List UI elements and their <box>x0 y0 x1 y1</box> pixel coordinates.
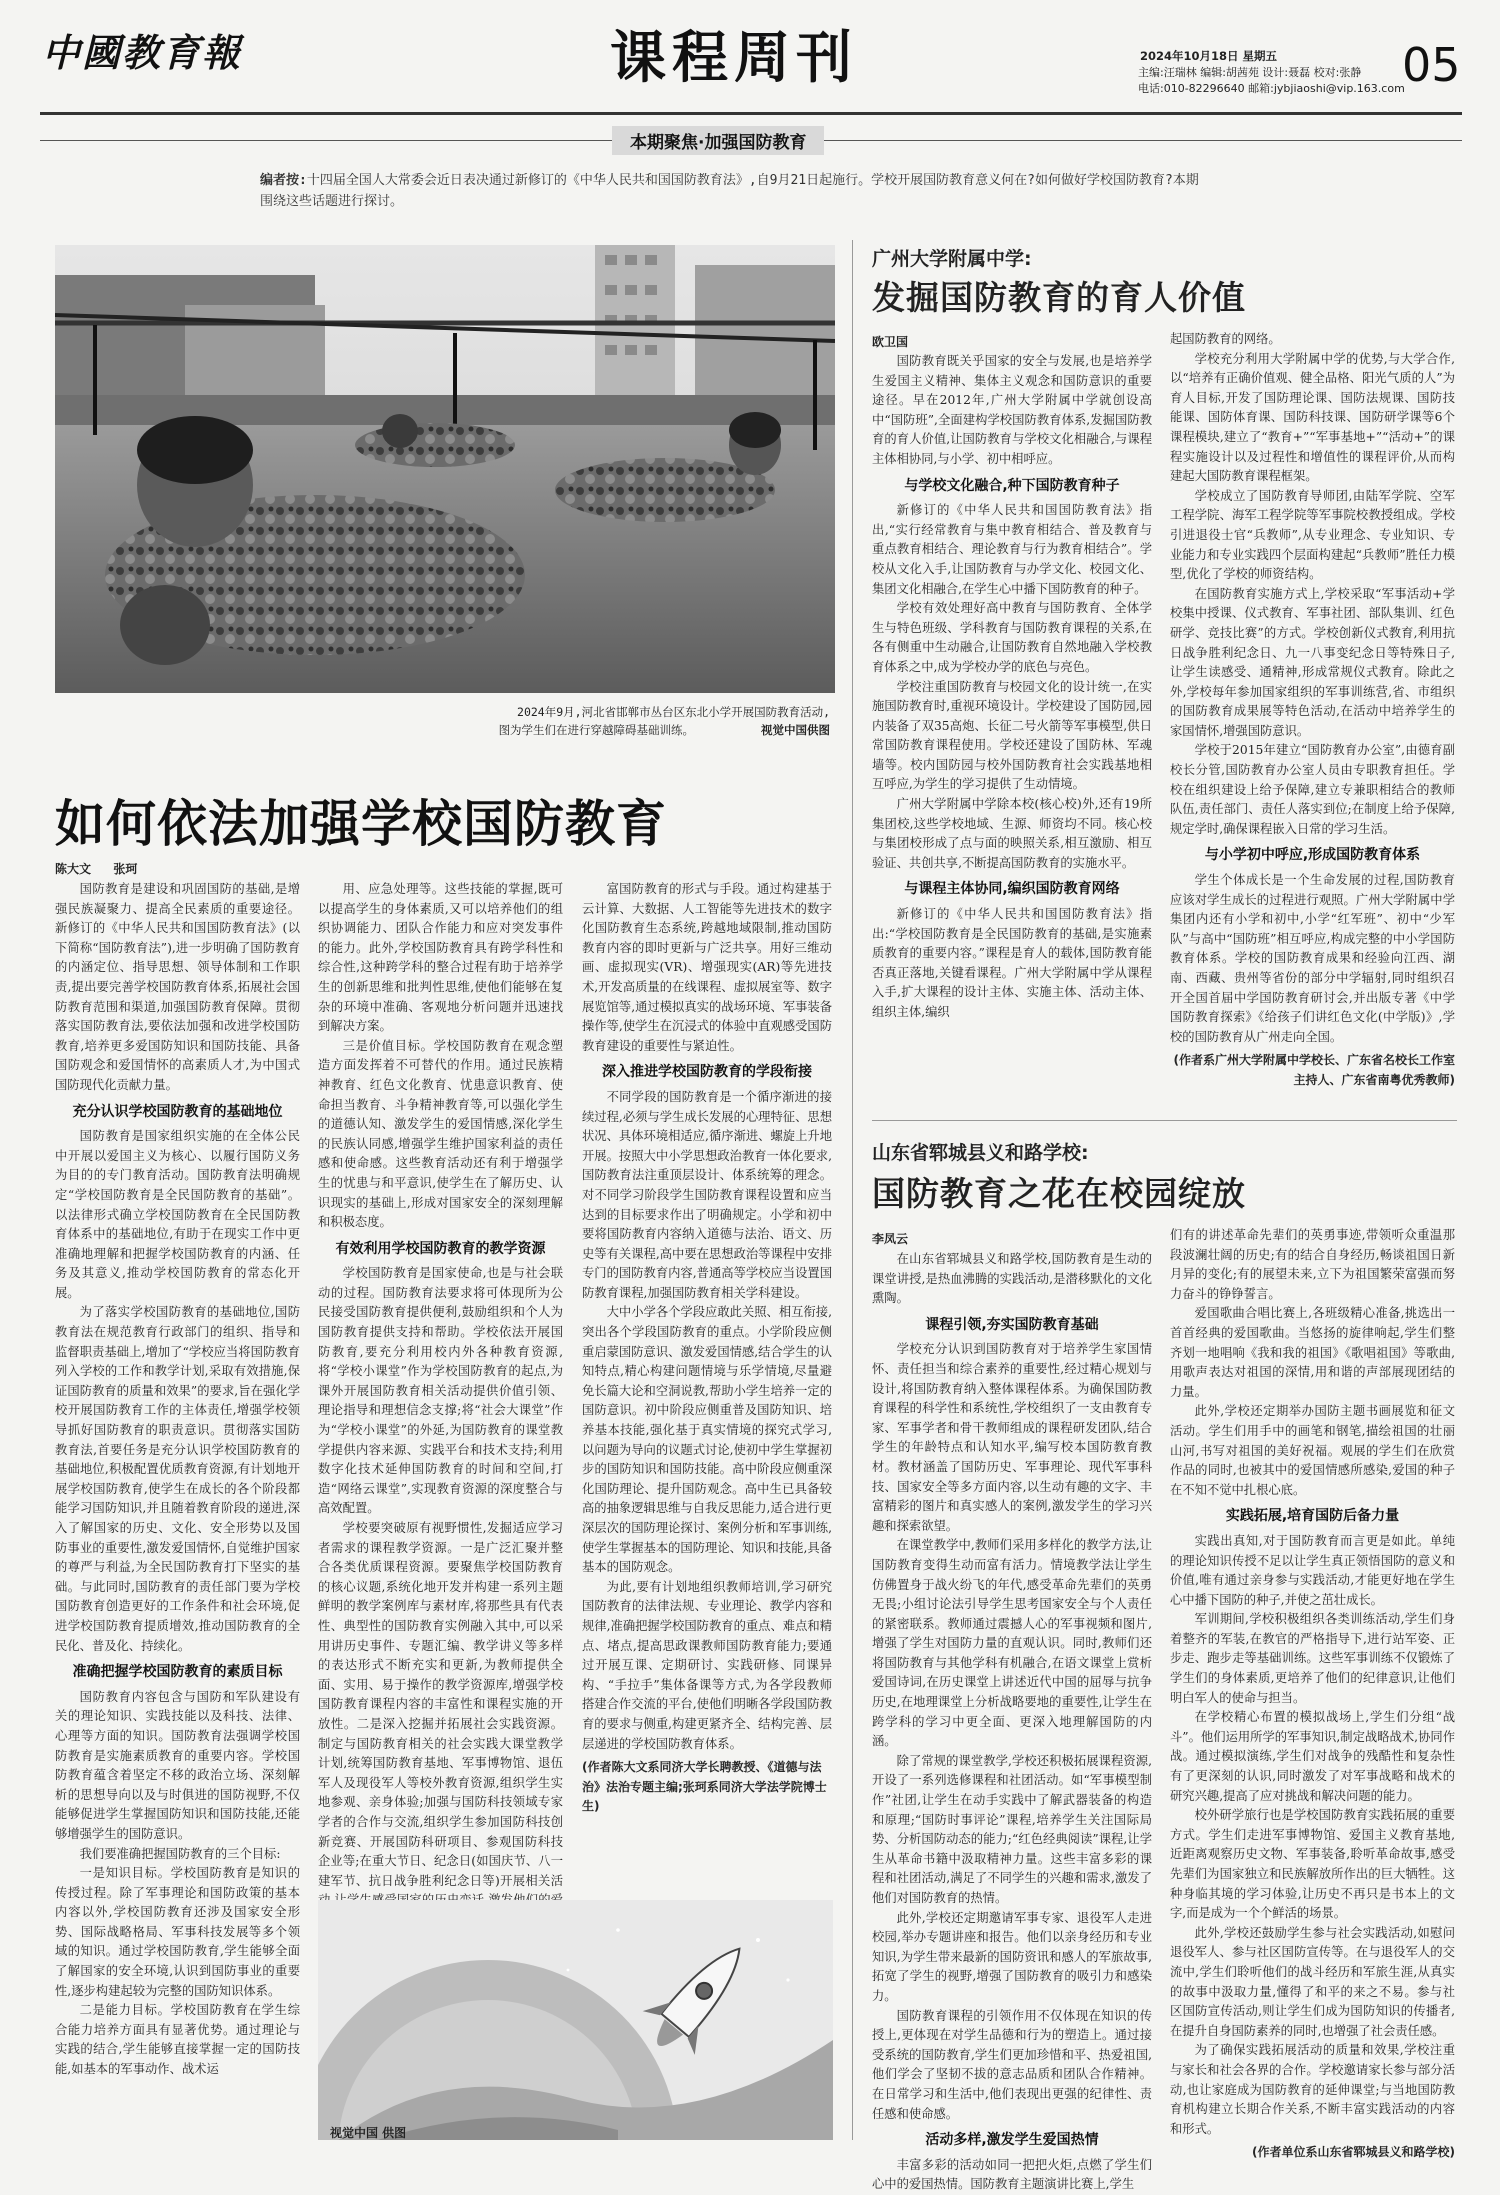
author-note: (作者陈大文系同济大学长聘教授、《道德与法治》法治专题主编;张珂系同济大学法学院博士生) <box>582 1760 827 1814</box>
guangzhou-headline: 发掘国防教育的育人价值 <box>872 278 1246 317</box>
paragraph: 们有的讲述革命先辈们的英勇事迹,带领听众重温那段波澜壮阔的历史;有的结合自身经历,畅谈祖国日新月异的变化;有的展望未来,立下为祖国繁荣富强而努力奋斗的铮铮誓言。 <box>1170 1228 1455 1301</box>
main-col-3 <box>582 880 832 1817</box>
paragraph: 爱国歌曲合唱比赛上,各班级精心准备,挑选出一首首经典的爱国歌曲。当悠扬的旋律响起,学生们整齐划一地唱响《我和我的祖国》《歌唱祖国》等歌曲,用歌声表达对祖国的深情,用和谐的声部展现团结的力量。 <box>1170 1306 1455 1399</box>
subheading: 与学校文化融合,种下国防教育种子 <box>904 477 1120 494</box>
guangzhou-kicker: 广州大学附属中学: <box>872 248 1032 270</box>
paragraph: 国防教育既关乎国家的安全与发展,也是培养学生爱国主义精神、集体主义观念和国防意识的重要途径。早在2012年,广州大学附属中学就创设高中“国防班”,全面建构学校国防教育体系,发掘国防教育的育人价值,让国防教育与学校文化相融合,与课程主体相协同,与小学、初中相呼应。 <box>872 354 1152 466</box>
main-headline: 如何依法加强学校国防教育 <box>55 795 667 853</box>
main-col-1 <box>55 880 300 2080</box>
subheading: 实践拓展,培育国防后备力量 <box>1225 1508 1400 1525</box>
photo-caption-line-2-row <box>150 721 830 739</box>
subheading: 与课程主体协同,编织国防教育网络 <box>904 881 1120 898</box>
paragraph: 学校有效处理好高中教育与国防教育、全体学生与特色班级、学科教育与国防教育课程的关系,在各有侧重中生动融合,让国防教育自然地融入学校教育体系之中,成为学校办学的底色与亮色。 <box>872 601 1152 674</box>
guangzhou-col-b <box>1170 330 1455 1091</box>
paragraph: 一是知识目标。学校国防教育是知识的传授过程。除了军事理论和国防政策的基本内容以外,学校国防教育还涉及国家安全形势、国际战略格局、军事科技发展等多个领域的知识。通过学校国防教育,学生能够全面了解国家的安全环境,认识到国防事业的重要性,逐步构建起较为完整的国防知识体系。 <box>55 1866 300 1998</box>
main-author-1: 陈大文 <box>55 862 92 876</box>
paragraph: 学校于2015年建立“国防教育办公室”,由德育副校长分管,国防教育办公室人员由专职教育担任。学校在组织建设上给予保障,建立专兼职相结合的教师队伍,责任部门、责任人落实到位;在制度上给予保障,规定学时,确保课程嵌入日常的学习生活。 <box>1170 743 1455 836</box>
paragraph: 学生个体成长是一个生命发展的过程,国防教育应该对学生成长的过程进行观照。广州大学附属中学集团内还有小学和初中,小学“红军班”、初中“少军队”与高中“国防班”相互呼应,构成完整的中小学国防教育体系。学校的国防教育成果和经验向江西、湖南、西藏、贵州等省份的部分中学辐射,同时组织召开全国首届中学国防教育研讨会,并出版专著《中学国防教育探索》《给孩子们讲红色文化(中学版)》,学校的国防教育从广州走向全国。 <box>1170 873 1455 1044</box>
column-divider <box>852 240 853 2140</box>
author-note: (作者系广州大学附属中学校长、广东省名校长工作室主持人、广东省南粤优秀教师) <box>1173 1053 1455 1087</box>
section-title: 课程周刊 <box>610 26 858 91</box>
author-note: (作者单位系山东省郓城县义和路学校) <box>1252 2145 1455 2160</box>
paragraph: 新修订的《中华人民共和国国防教育法》指出:“学校国防教育是全民国防教育的基础,是实施素质教育的重要内容。”课程是育人的载体,国防教育能否真正落地,关键看课程。广州大学附属中学从课程入手,扩大课程的设计主体、实施主体、活动主体、组织主体,编织 <box>872 907 1152 1019</box>
section-separator <box>872 1120 1457 1121</box>
subheading: 有效利用学校国防教育的教学资源 <box>335 1240 546 1257</box>
paragraph: 我们要准确把握国防教育的三个目标: <box>79 1846 281 1861</box>
paragraph: 富国防教育的形式与手段。通过构建基于云计算、大数据、人工智能等先进技术的数字化国防教育生态系统,跨越地域限制,推动国防教育内容的即时更新与广泛共享。用好三维动画、虚拟现实(VR)、增强现实(AR)等先进技术,开发高质量的在线课程、虚拟展室等、数字展览馆等,通过模拟真实的战场环境、军事装备操作等,使学生在沉浸式的体验中直观感受国防教育建设的重要性与紧迫性。 <box>582 882 832 1053</box>
photo-caption <box>150 703 830 739</box>
shandong-kicker: 山东省郓城县义和路学校: <box>872 1142 1089 1164</box>
paragraph: 此外,学校还定期邀请军事专家、退役军人走进校园,举办专题讲座和报告。他们以亲身经历和专业知识,为学生带来最新的国防资讯和感人的军旅故事,拓宽了学生的视野,增强了国防教育的吸引力和感染力。 <box>872 1910 1152 2003</box>
photo-credit: 视觉中国供图 <box>761 723 830 737</box>
contact-line: 电话:010-82296640 邮箱:jybjiaoshi@vip.163.com <box>1138 82 1405 95</box>
main-author-2: 张珂 <box>113 862 138 876</box>
shandong-col-b <box>1170 1226 1455 2163</box>
main-byline <box>55 860 137 877</box>
rocket-illustration <box>318 1900 833 2140</box>
paragraph: 国防教育内容包含与国防和军队建设有关的理论知识、实践技能以及科技、法律、心理等方面的知识。国防教育法强调学校国防教育是实施素质教育的重要内容。学校国防教育蕴含着坚定不移的政治立场、深刻解析的思想导向以及与时俱进的国防视野,不仅能够促进学生掌握国防知识和国防技能,还能够增强学生的国防意识。 <box>55 1689 300 1841</box>
photo-illustration <box>55 245 835 693</box>
paragraph: 国防教育是国家组织实施的在全体公民中开展以爱国主义为核心、以履行国防义务为目的的专门教育活动。国防教育法明确规定“学校国防教育是全民国防教育的基础”。以法律形式确立学校国防教育在全民国防教育体系中的基础地位,有助于在现实工作中更准确地理解和把握学校国防教育的内涵、任务及其意义,推动学校国防教育的常态化开展。 <box>55 1129 300 1300</box>
paragraph: 国防教育课程的引领作用不仅体现在知识的传授上,更体现在对学生品德和行为的塑造上。通过接受系统的国防教育,学生们更加珍惜和平、热爱祖国,他们学会了坚韧不拔的意志品质和团队合作精神。在日常学习和生活中,他们表现出更强的纪律性、责任感和使命感。 <box>872 2008 1152 2121</box>
paragraph: 在课堂教学中,教师们采用多样化的教学方法,让国防教育变得生动而富有活力。情境教学法让学生仿佛置身于战火纷飞的年代,感受革命先辈们的英勇无畏;小组讨论法引导学生思考国家安全与个人责任的紧密联系。教师通过震撼人心的军事视频和图片,增强了学生对国防力量的直观认识。同时,教师们还将国防教育与其他学科有机融合,在语文课堂上赏析爱国诗词,在历史课堂上讲述近代中国的屈辱与抗争历史,在地理课堂上分析战略要地的重要性,让学生在跨学科的学习中更全面、更深入地理解国防的内涵。 <box>872 1538 1152 1749</box>
shandong-col-a <box>872 1250 1152 2195</box>
paragraph: 此外,学校还定期举办国防主题书画展览和征文活动。学生们用手中的画笔和钢笔,描绘祖国的壮丽山河,书写对祖国的美好祝福。观展的学生们在欣赏作品的同时,也被其中的爱国情感所感染,爱国的种子在不知不觉中扎根心底。 <box>1170 1404 1455 1497</box>
paragraph: 广州大学附属中学除本校(核心校)外,还有19所集团校,这些学校地域、生源、师资均不同。核心校与集团校形成了点与面的映照关系,相互激励、相互验证、共创共享,不断提高国防教育的实施水平。 <box>872 797 1152 870</box>
paragraph: 不同学段的国防教育是一个循序渐进的接续过程,必须与学生成长发展的心理特征、思想状况、具体环境相适应,循序渐进、螺旋上升地开展。按照大中小学思想政治教育一体化要求,国防教育法注重顶层设计、体系统筹的理念。对不同学习阶段学生国防教育课程设置和应当达到的目标要求作出了明确规定。小学和初中要将国防教育内容纳入道德与法治、语文、历史等有关课程,高中要在思想政治等课程中安排专门的国防教育内容,普通高等学校应当设置国防教育课程,加强国防教育相关学科建设。 <box>582 1089 832 1300</box>
paragraph: 军训期间,学校积极组织各类训练活动,学生们身着整齐的军装,在教官的严格指导下,进行站军姿、正步走、跑步走等基础训练。这些军事训练不仅锻炼了学生们的身体素质,更培养了他们的纪律意识,让他们明白军人的使命与担当。 <box>1170 1612 1455 1705</box>
subheading: 深入推进学校国防教育的学段衔接 <box>602 1064 812 1081</box>
illustration-credit: 视觉中国 供图 <box>330 2126 407 2140</box>
paragraph: 为了确保实践拓展活动的质量和效果,学校注重与家长和社会各界的合作。学校邀请家长参与部分活动,也让家庭成为国防教育的延伸课堂;与当地国防教育机构建立长期合作关系,不断丰富实践活动的内容和形式。 <box>1170 2043 1455 2136</box>
newspaper-logo: 中國教育報 <box>42 30 243 75</box>
editors-line: 主编:汪瑞林 编辑:胡茜苑 设计:聂磊 校对:张静 <box>1138 66 1362 79</box>
paragraph: 学校注重国防教育与校园文化的设计统一,在实施国防教育时,重视环境设计。学校建设了国防园,园内装备了双35高炮、长征二号火箭等军事模型,供日常国防教育课程使用。学校还建设了国防林、军魂墙等。校内国防园与校外国防教育社会实践基地相互呼应,为学生的学习提供了生动情境。 <box>872 679 1152 792</box>
paragraph: 新修订的《中华人民共和国国防教育法》指出,“实行经常教育与集中教育相结合、普及教育与重点教育相结合、理论教育与行为教育相结合”。学校从文化入手,让国防教育与办学文化、校园文化、集团文化相融合,在学生心中播下国防教育的种子。 <box>872 503 1152 596</box>
paragraph: 学校成立了国防教育导师团,由陆军学院、空军工程学院、海军工程学院等军事院校教授组成。学校引进退役士官“兵教师”,从专业理念、专业知识、专业能力和专业实践四个层面构建起“兵教师”胜任力模型,优化了学校的师资结构。 <box>1170 488 1455 582</box>
paragraph: 在国防教育实施方式上,学校采取“军事活动+学校集中授课、仪式教育、军事社团、部队集训、红色研学、竞技比赛”的方式。学校创新仪式教育,利用抗日战争胜利纪念日、九一八事变纪念日等特殊日子,让学生读感受、通精神,形成常规仪式教育。除此之外,学校每年参加国家组织的军事训练营,省、市组织的国防教育成果展等特色活动,在活动中培养学生的家国情怀,增强国防意识。 <box>1170 586 1455 738</box>
paragraph: 在学校精心布置的模拟战场上,学生们分组“战斗”。他们运用所学的军事知识,制定战略战术,协同作战。通过模拟演练,学生们对战争的残酷性和复杂性有了更深刻的认识,同时激发了对军事战略和战术的研究兴趣,提高了应对挑战和解决问题的能力。 <box>1170 1710 1455 1803</box>
rocket-art <box>318 1900 833 2140</box>
paragraph: 国防教育是建设和巩固国防的基础,是增强民族凝聚力、提高全民素质的重要途径。新修订的《中华人民共和国国防教育法》(以下简称“国防教育法”),进一步明确了国防教育的内涵定位、指导思想、领导体制和工作职责,提出要完善学校国防教育体系,拓展社会国防教育范围和渠道,加强国防教育保障。贯彻落实国防教育法,要依法加强和改进学校国防教育,培养更多爱国防知识和国防技能、具备国防观念和爱国情怀的高素质人才,为中国式国防现代化贡献力量。 <box>55 882 300 1092</box>
paragraph: 为此,要有计划地组织教师培训,学习研究国防教育的法律法规、专业理论、教学内容和规律,准确把握学校国防教育的重点、难点和精点、堵点,提高思政课教师国防教育能力;要通过开展互课、定期研讨、实践研修、同课异构、“手拉手”集体备课等方式,为各学段教师搭建合作交流的平台,使他们明晰各学段国防教育的要求与侧重,构建更紧齐全、结构完善、层层递进的学校国防教育体系。 <box>582 1579 832 1751</box>
paragraph: 用、应急处理等。这些技能的掌握,既可以提高学生的身体素质,又可以培养他们的组织协调能力、团队合作能力和应对突发事件的能力。此外,学校国防教育具有跨学科性和综合性,这种跨学科的整合过程有助于培养学生的创新思维和批判性思维,使他们能够在复杂的环境中准确、客观地分析问题并迅速找到解决方案。 <box>318 882 563 1034</box>
paragraph: 学校国防教育是国家使命,也是与社会联动的过程。国防教育法要求将可体现所为公民接受国防教育提供便利,鼓励组织和个人为国防教育提供支持和帮助。学校依法开展国防教育,要充分利用校内外各种教育资源,将“学校小课堂”作为学校国防教育的起点,为课外开展国防教育相关活动提供价值引领、理论指导和理想信念支撑;将“社会大课堂”作为“学校小课堂”的外延,为国防教育的课堂教学提供内容来源、实践平台和技术支持;利用数字化技术延伸国防教育的时间和空间,打造“网络云课堂”,实现教育资源的深度整合与高效配置。 <box>318 1266 563 1516</box>
paragraph: 校外研学旅行也是学校国防教育实践拓展的重要方式。学生们走进军事博物馆、爱国主义教育基地,近距离观察历史文物、军事装备,聆听革命故事,感受先辈们为国家独立和民族解放所作出的巨大牺牲。这种身临其境的学习体验,让历史不再只是书本上的文字,而是成为一个个鲜活的场景。 <box>1170 1808 1455 1921</box>
guangzhou-col-a <box>872 352 1152 1023</box>
paragraph: 起国防教育的网络。 <box>1170 332 1281 346</box>
main-col-2 <box>318 880 563 1930</box>
paragraph: 除了常规的课堂教学,学校还积极拓展课程资源,开设了一系列选修课程和社团活动。如“军事模型制作”社团,让学生在动手实践中了解武器装备的构造和原理;“国防时事评论”课程,培养学生关注国际局势、分析国防动态的能力;“红色经典阅读”课程,让学生从革命书籍中汲取精神力量。这些丰富多彩的课程和社团活动,满足了不同学生的兴趣和需求,激发了他们对国防教育的热情。 <box>872 1753 1152 1905</box>
paragraph: 学校充分认识到国防教育对于培养学生家国情怀、责任担当和综合素养的重要性,经过精心规划与设计,将国防教育纳入整体课程体系。为确保国防教育课程的科学性和系统性,学校组织了一支由教育专家、军事学者和骨干教师组成的课程研发团队,结合学生的年龄特点和认知水平,编写校本国防教育教材。教材涵盖了国防历史、军事理论、现代军事科技、国家安全等多方面内容,以生动有趣的文字、丰富精彩的图片和真实感人的案例,激发学生的学习兴趣和探索欲望。 <box>872 1342 1152 1533</box>
paragraph: 为了落实学校国防教育的基础地位,国防教育法在规范教育行政部门的组织、指导和监督职责基础上,增加了“学校应当将国防教育列入学校的工作和教学计划,采取有效措施,保证国防教育的质量和效果”的要求,旨在强化学校开展国防教育工作的主体责任,增强学校领导抓好国防教育的职责意识。贯彻落实国防教育法,首要任务是充分认识学校国防教育的基础地位,积极配置优质教育资源,有计划地开展学校国防教育,使学生在成长的各个阶段都能学习国防知识,并且随着教育阶段的递进,深入了解国家的历史、文化、安全形势以及国防事业的重要性,激发爱国情怀,自觉维护国家的尊严与利益,为全民国防教育打下坚实的基础。与此同时,国防教育的责任部门要为学校国防教育创造更好的工作条件和社会环境,促进学校国防教育提质增效,推动国防教育的全民化、普及化、持续化。 <box>55 1305 300 1653</box>
paragraph: 实践出真知,对于国防教育而言更是如此。单纯的理论知识传授不足以让学生真正领悟国防的意义和价值,唯有通过亲身参与实践活动,才能更好地在学生心中播下国防的种子,并使之茁壮成长。 <box>1170 1533 1455 1607</box>
photo-caption-line-2: 图为学生们在进行穿越障碍基础训练。 <box>498 723 695 737</box>
masthead-rule <box>40 112 1462 115</box>
paragraph: 大中小学各个学段应敢此关照、相互衔接,突出各个学段国防教育的重点。小学阶段应侧重启蒙国防意识、激发爱国情感,结合学生的认知特点,精心构建问题情境与乐学情境,尽量避免长篇大论和空洞说教,帮助小学生培养一定的国防意识。初中阶段应侧重普及国防知识、培养基本技能,强化基于真实情境的探究式学习,以问题为导向的议题式讨论,使初中学生掌握初步的国防知识和国防技能。高中阶段应侧重深化国防理论、提升国防观念。高中生已具备较高的抽象逻辑思维与自我反思能力,适合进行更深层次的国防理论探讨、案例分析和军事训练,使学生掌握基本的国防理论、知识和技能,具备基本的国防观念。 <box>582 1305 832 1575</box>
paragraph: 学校要突破原有视野惯性,发掘适应学习者需求的课程教学资源。一是广泛汇聚并整合各类优质课程资源。要聚焦学校国防教育的核心议题,系统化地开发并构建一系列主题鲜明的教学案例库与素材库,将那些具有代表性、典型性的国防教育实例融入其中,可以采用讲历史事件、专题汇编、教学讲义等多样的表达形式不断充实和更新,为教师提供全面、实用、易于操作的教学资源库,增强学校国防教育课程内容的丰富性和课程实施的开放性。二是深入挖掘并拓展社会实践资源。制定与国防教育相关的社会实践大课堂教学计划,统筹国防教育基地、军事博物馆、退伍军人及现役军人等校外教育资源,组织学生实地参观、亲身体验;加强与国防科技领域专家学者的合作与交流,组织学生参加国防科技创新竞赛、开展国防科研项目、参观国防科技企业等;在重大节日、纪念日(如国庆节、八一建军节、抗日战争胜利纪念日等)开展相关活 <box>318 1521 563 1888</box>
focus-banner: 本期聚焦·加强国防教育 <box>612 126 824 155</box>
paragraph: 三是价值目标。学校国防教育在观念塑造方面发挥着不可替代的作用。通过民族精神教育、红色文化教育、忧患意识教育、使命担当教育、斗争精神教育等,可以强化学生的道德认知、激发学生的爱国情感,深化学生的民族认同感,增强学生维护国家利益的责任感和使命感。这些教育活动还有利于增强学生的忧患与和平意识,使学生在了解历史、认识现实的基础上,形成对国家安全的深刻理解和积极态度。 <box>318 1038 563 1230</box>
paragraph: 二是能力目标。学校国防教育在学生综合能力培养方面具有显著优势。通过理论与实践的结合,学生能够直接掌握一定的国防技能,如基本的军事动作、战术运 <box>55 2003 300 2077</box>
shandong-author: 李凤云 <box>872 1232 909 1246</box>
date-line: 2024年10月18日 星期五 <box>1140 49 1278 63</box>
news-photo <box>55 245 835 693</box>
shandong-headline: 国防教育之花在校园绽放 <box>872 1174 1246 1213</box>
subheading: 与小学初中呼应,形成国防教育体系 <box>1204 847 1421 864</box>
editor-note <box>260 170 1200 212</box>
editor-note-label: 编者按: <box>260 173 307 188</box>
paragraph: 此外,学校还鼓励学生参与社会实践活动,如慰问退役军人、参与社区国防宣传等。在与退役军人的交流中,学生们聆听他们的战斗经历和军旅生涯,从真实的故事中汲取力量,懂得了和平的来之不易。参与社区国防宣传活动,则让学生们成为国防知识的传播者,在提升自身国防素养的同时,也增强了社会责任感。 <box>1170 1925 1455 2038</box>
subheading: 准确把握学校国防教育的素质目标 <box>72 1664 283 1681</box>
guangzhou-author: 欧卫国 <box>872 335 909 349</box>
paragraph: 学校充分利用大学附属中学的优势,与大学合作,以“培养有正确价值观、健全品格、阳光气质的人”为育人目标,开发了国防理论课、国防法规课、国防技能课、国防体育课、国防科技课、国防研学课等6个课程模块,建立了“教育+”“军事基地+”“活动+”的课程实施设计以及过程性和增值性的课程评价,从而构建起大国防教育课程框架。 <box>1170 351 1455 484</box>
page-number: 05 <box>1402 38 1461 92</box>
paragraph: 在山东省郓城县义和路学校,国防教育是生动的课堂讲授,是热血沸腾的实践活动,是潜移默化的文化熏陶。 <box>872 1252 1152 1306</box>
subheading: 充分认识学校国防教育的基础地位 <box>72 1103 283 1120</box>
editor-note-text: 十四届全国人大常委会近日表决通过新修订的《中华人民共和国国防教育法》,自9月21日起施行。学校开展国防教育意义何在?如何做好学校国防教育?本期围绕这些话题进行探讨。 <box>260 173 1199 209</box>
subheading: 活动多样,激发学生爱国热情 <box>925 2132 1099 2149</box>
photo-caption-line-1: 2024年9月,河北省邯郸市丛台区东北小学开展国防教育活动, <box>517 705 830 719</box>
paragraph: 丰富多彩的活动如同一把把火炬,点燃了学生们心中的爱国热情。国防教育主题演讲比赛上,学生 <box>872 2157 1152 2192</box>
subheading: 课程引领,夯实国防教育基础 <box>925 1316 1099 1333</box>
